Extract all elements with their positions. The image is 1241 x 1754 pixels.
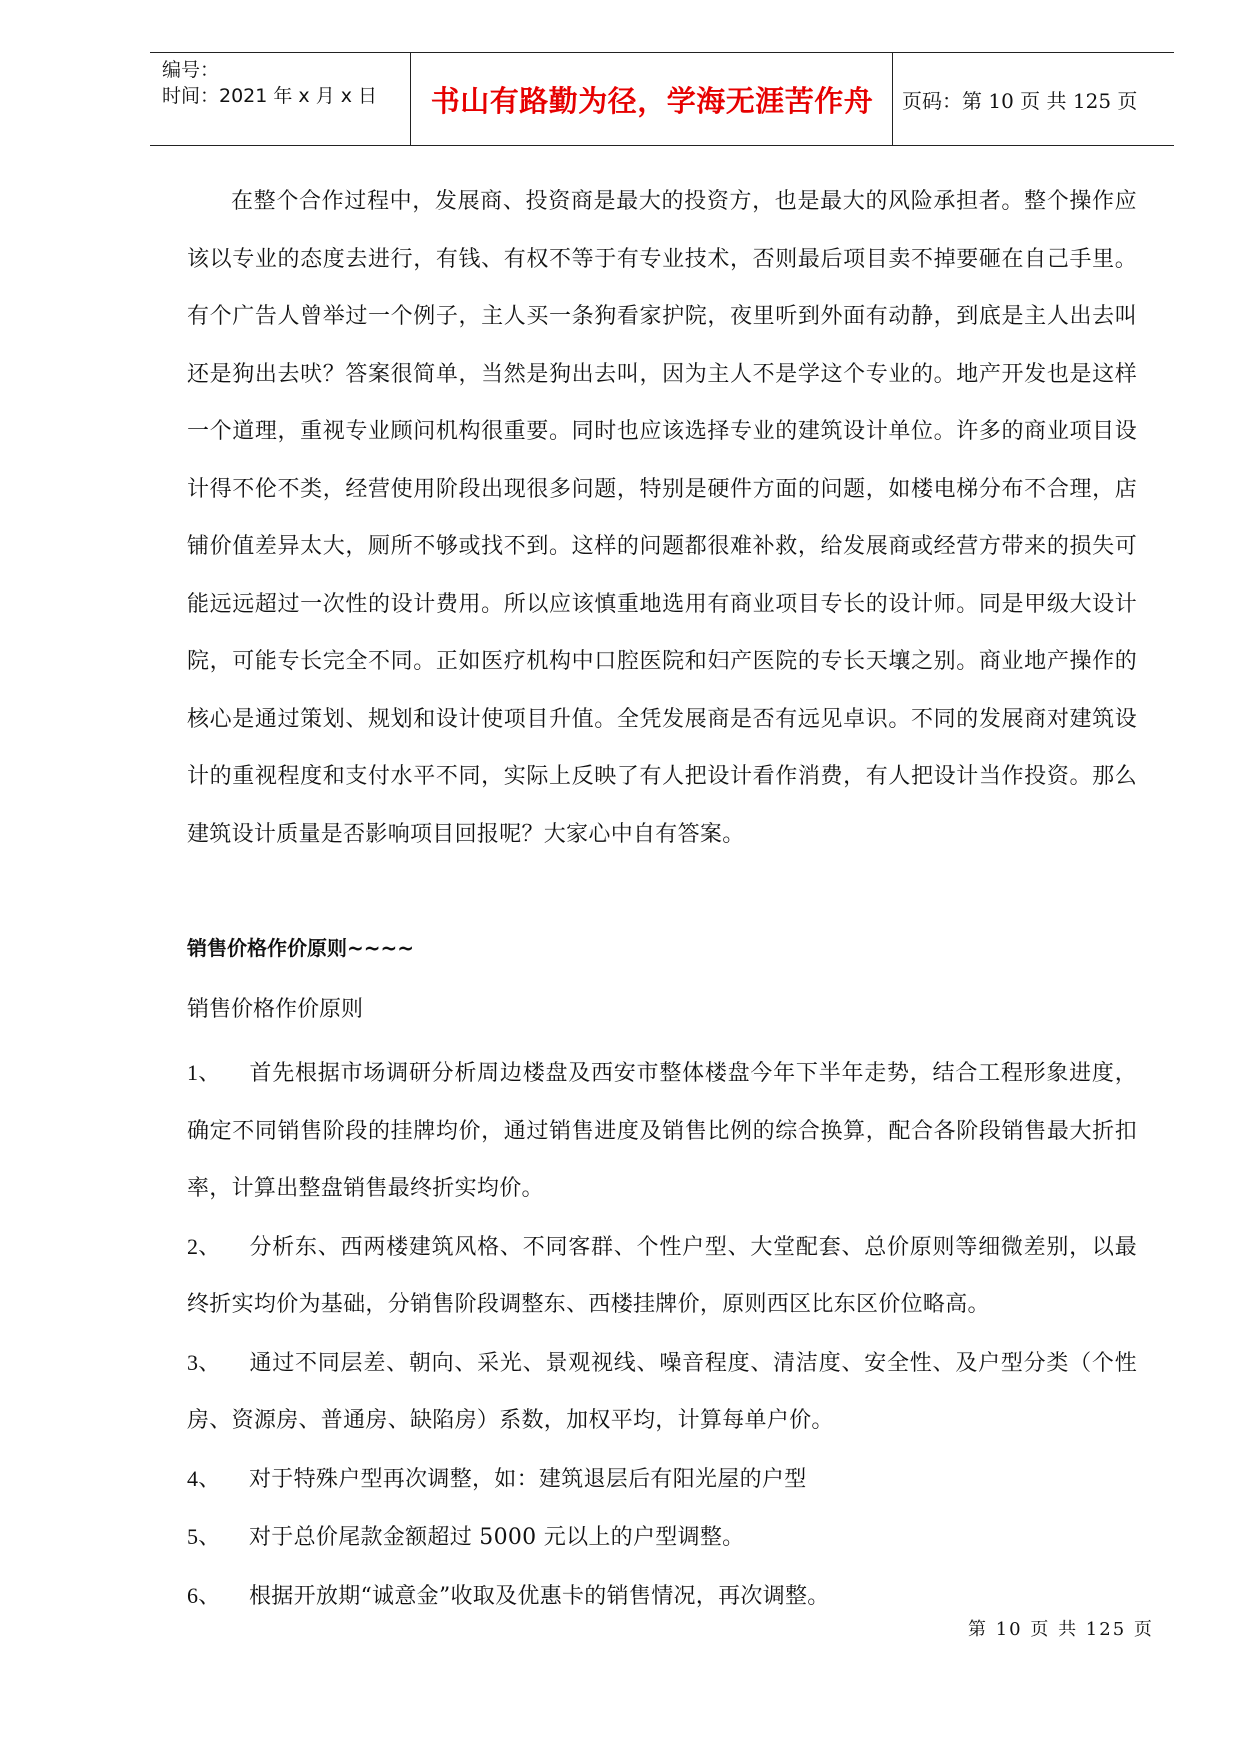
list-item xyxy=(187,1334,1137,1450)
pricing-principles-list xyxy=(187,1044,1137,1625)
document-body xyxy=(187,173,1137,863)
list-item-number: 2、 xyxy=(187,1233,221,1259)
sub-heading: 销售价格作价原则 xyxy=(187,997,364,1022)
list-item xyxy=(187,1218,1137,1334)
list-item xyxy=(187,1567,1137,1626)
document-time-label: 时间：2021 年 x 月 x 日 xyxy=(162,85,378,107)
list-item-number: 6、 xyxy=(187,1582,221,1608)
header-motto: 书山有路勤为径，学海无涯苦作舟 xyxy=(430,83,874,118)
page-header xyxy=(150,52,1174,146)
list-item-text: 首先根据市场调研分析周边楼盘及西安市整体楼盘今年下半年走势，结合工程形象进度，确定不同销售阶段的挂牌均价，通过销售进度及销售比例的综合换算，配合各阶段销售最大折扣率，计算出整盘销售最终折实均价。 xyxy=(187,1061,1137,1201)
list-item xyxy=(187,1044,1137,1218)
list-item-text: 通过不同层差、朝向、采光、景观视线、噪音程度、清洁度、安全性、及户型分类（个性房、资源房、普通房、缺陷房）系数，加权平均，计算每单户价。 xyxy=(187,1350,1137,1433)
list-item-number: 5、 xyxy=(187,1524,221,1549)
header-meta xyxy=(162,57,397,109)
list-item-text: 根据开放期“诚意金”收取及优惠卡的销售情况，再次调整。 xyxy=(249,1583,830,1609)
list-item xyxy=(187,1450,1137,1509)
page-footer: 第 10 页 共 125 页 xyxy=(968,1619,1154,1640)
body-paragraph: 在整个合作过程中，发展商、投资商是最大的投资方，也是最大的风险承担者。整个操作应该以专业的态度去进行，有钱、有权不等于有专业技术，否则最后项目卖不掉要砸在自己手里。有个广告人曾举过一个例子，主人买一条狗看家护院，夜里听到外面有动静，到底是主人出去叫还是狗出去吠？答案很简单，当然是狗出去叫，因为主人不是学这个专业的。地产开发也是这样一个道理，重视专业顾问机构很重要。同时也应该选择专业的建筑设计单位。许多的商业项目设计得不伦不类，经营使用阶段出现很多问题，特别是硬件方面的问题，如楼电梯分布不合理，店铺价值差异太大，厕所不够或找不到。这样的问题都很难补救，给发展商或经营方带来的损失可能远远超过一次性的设计费用。所以应该慎重地选用有商业项目专长的设计师。同是甲级大设计院，可能专长完全不同。正如医疗机构中口腔医院和妇产医院的专长天壤之别。商业地产操作的核心是通过策划、规划和设计使项目升值。全凭发展商是否有远见卓识。不同的发展商对建筑设计的重视程度和支付水平不同，实际上反映了有人把设计看作消费，有人把设计当作投资。那么建筑设计质量是否影响项目回报呢？大家心中自有答案。 xyxy=(187,189,1137,847)
list-item-text: 对于总价尾款金额超过 5000 元以上的户型调整。 xyxy=(249,1525,745,1550)
header-divider xyxy=(892,53,893,145)
list-item-number: 3、 xyxy=(187,1349,221,1375)
list-item-number: 4、 xyxy=(187,1465,221,1491)
section-heading: 销售价格作价原则~~~~ xyxy=(187,936,415,960)
list-item-number: 1、 xyxy=(187,1060,221,1085)
header-page-number: 页码：第 10 页 共 125 页 xyxy=(902,88,1138,113)
document-number-label: 编号： xyxy=(162,59,220,81)
list-item xyxy=(187,1508,1137,1567)
list-item-text: 对于特殊户型再次调整，如：建筑退层后有阳光屋的户型 xyxy=(249,1466,807,1492)
list-item-text: 分析东、西两楼建筑风格、不同客群、个性户型、大堂配套、总价原则等细微差别，以最终折实均价为基础，分销售阶段调整东、西楼挂牌价，原则西区比东区价位略高。 xyxy=(187,1234,1137,1317)
header-divider xyxy=(410,53,411,145)
